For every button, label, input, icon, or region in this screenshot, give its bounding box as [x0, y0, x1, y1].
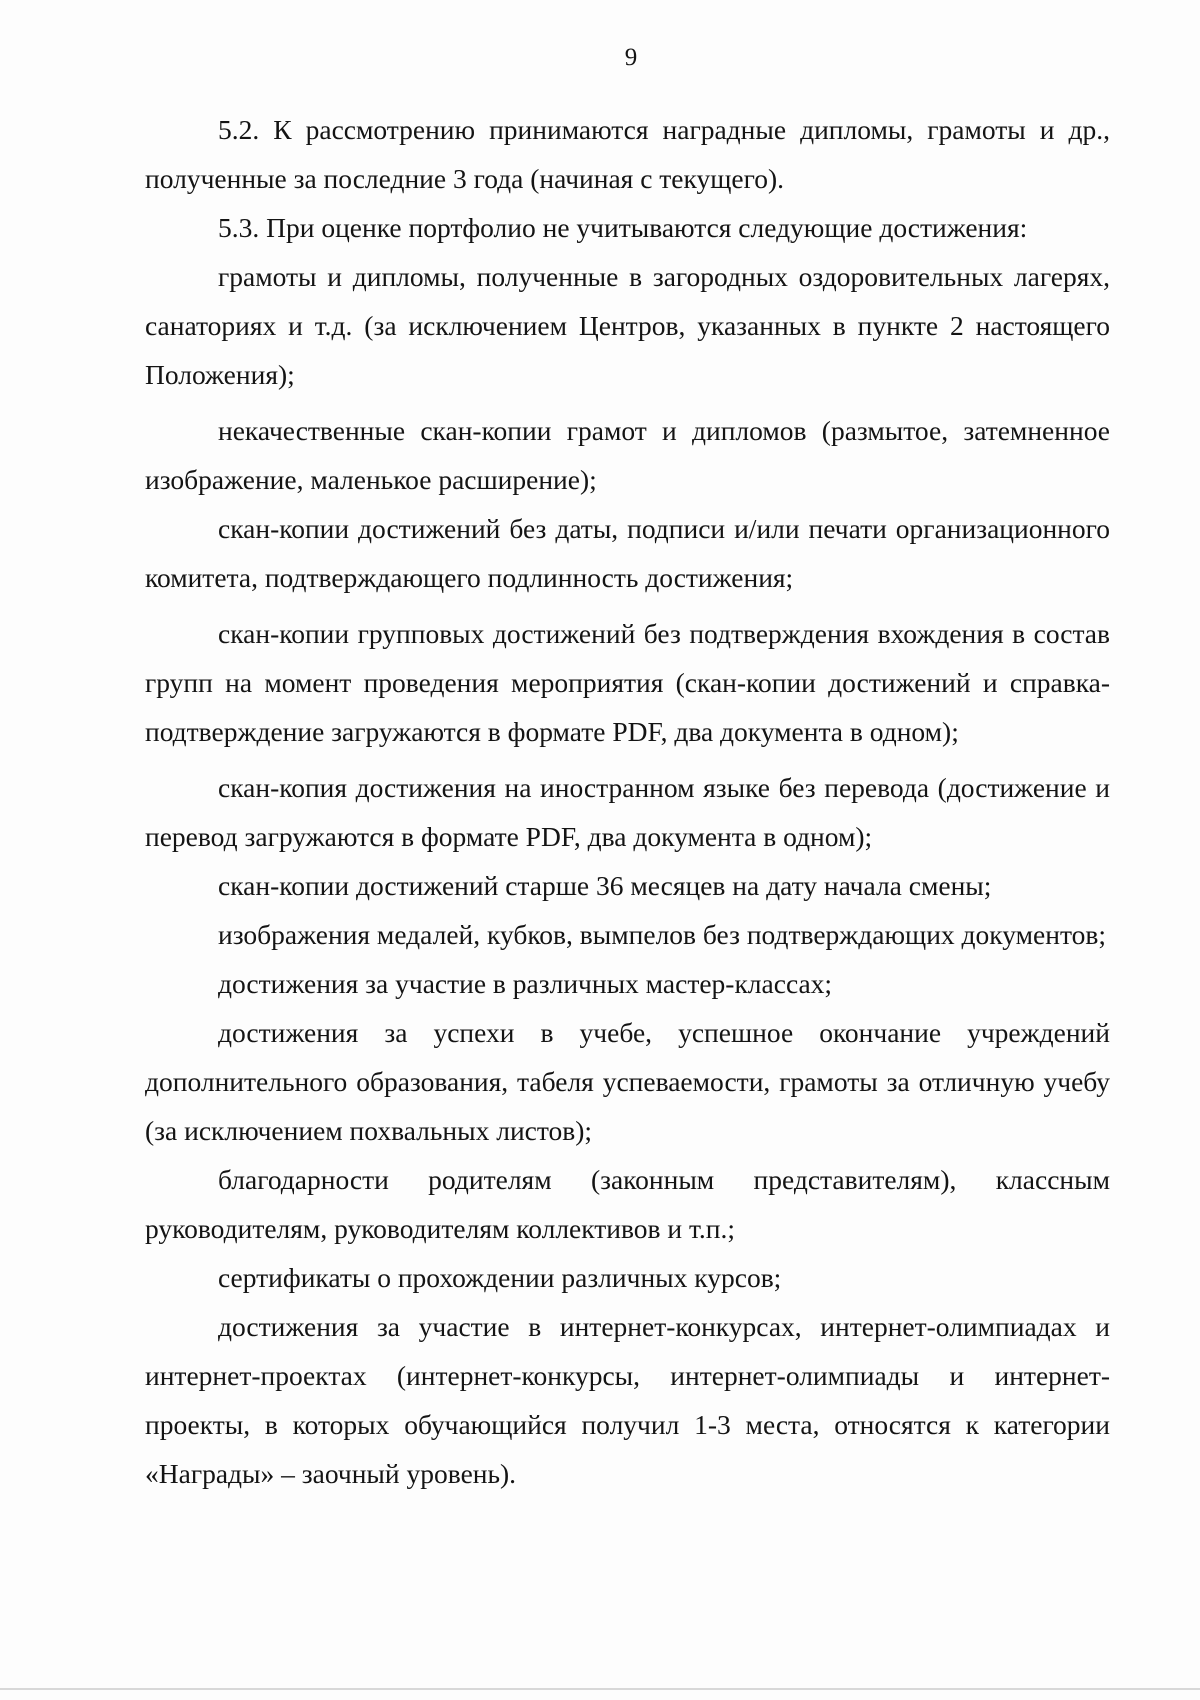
document-body	[145, 105, 1110, 1498]
paragraph-5-2: 5.2. К рассмотрению принимаются наградные дипломы, грамоты и др., полученные за последние 3 года (начиная с текущего).	[145, 114, 1110, 194]
list-item: скан-копия достижения на иностранном языке без перевода (достижение и перевод загружаются в формате PDF, два документа в одном);	[145, 772, 1110, 852]
list-item: грамоты и дипломы, полученные в загородных оздоровительных лагерях, санаториях и т.д. (за исключением Центров, указанных в пункте 2 настоящего Положения);	[145, 261, 1110, 390]
list-item: достижения за участие в различных мастер-классах;	[218, 968, 833, 999]
scan-edge-divider	[0, 1688, 1200, 1690]
list-item: скан-копии достижений без даты, подписи и/или печати организационного комитета, подтверждающего подлинность достижения;	[145, 513, 1110, 593]
list-item: скан-копии групповых достижений без подтверждения вхождения в состав групп на момент проведения мероприятия (скан-копии достижений и справка-подтверждение загружаются в формате PDF, два документа в одном);	[145, 618, 1110, 747]
list-item: скан-копии достижений старше 36 месяцев на дату начала смены;	[218, 870, 992, 901]
list-item: некачественные скан-копии грамот и дипломов (размытое, затемненное изображение, маленькое расширение);	[145, 415, 1110, 495]
list-item: достижения за участие в интернет-конкурсах, интернет-олимпиадах и интернет-проектах (интернет-конкурсы, интернет-олимпиады и интернет-проекты, в которых обучающийся получил 1-3 места, относятся к категории «Награды» – заочный уровень).	[145, 1311, 1110, 1489]
list-item: достижения за успехи в учебе, успешное окончание учреждений дополнительного образования, табеля успеваемости, грамоты за отличную учебу (за исключением похвальных листов);	[145, 1017, 1110, 1146]
list-item: благодарности родителям (законным представителям), классным руководителям, руководителям коллективов и т.п.;	[145, 1164, 1110, 1244]
paragraph-5-3: 5.3. При оценке портфолио не учитываются следующие достижения:	[218, 212, 1028, 243]
list-item: изображения медалей, кубков, вымпелов без подтверждающих документов;	[218, 919, 1107, 950]
list-item: сертификаты о прохождении различных курсов;	[218, 1262, 782, 1293]
page-number: 9	[624, 44, 638, 71]
